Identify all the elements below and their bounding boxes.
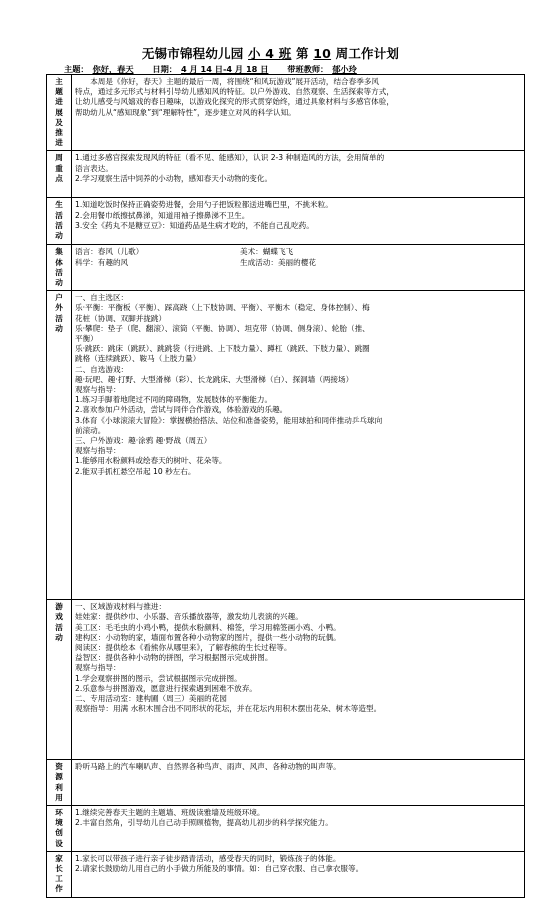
environment-setup-label-cell	[47, 806, 72, 852]
date-label: 日期：	[152, 64, 177, 74]
outdoor-activity-line: 1.练习手脚着地爬过不同的障碍物，发展肢体的平衡能力。	[75, 395, 273, 405]
daily-life-label-cell	[47, 198, 72, 245]
environment-setup-line: 2.丰富自然角，引导幼儿自己动手照顾植物，提高幼儿初步的科学探究能力。	[75, 818, 333, 828]
daily-life-line: 1.知道吃饭时保持正确姿势进餐，会用勺子把饭粒都送进嘴巴里，不挑米粒。	[75, 200, 333, 210]
parent-work-label: 家长工作	[55, 853, 63, 894]
game-activity-line: 2.乐意参与拼图游戏，愿意进行探索遇到困难不放弃。	[75, 683, 257, 693]
group-activity-content	[72, 245, 525, 291]
game-activity-line: 观察指导：用满 水积木围合出不同形状的花坛，并在花坛内用积木摆出花朵、树木等造型。	[75, 704, 382, 714]
outdoor-activity-line: 跳格（连续跳跃）、鞍马（上肢力量）	[75, 354, 201, 364]
outdoor-activity-line: 三、户外游戏：趣·涂鸦 趣·野战（周五）	[75, 436, 212, 446]
weekly-focus-label: 周重点	[55, 153, 63, 183]
outdoor-activity-line: 花桩（协调、双脚并拢跳）	[75, 313, 167, 323]
outdoor-activity-content	[72, 291, 525, 600]
topic-progress-content	[72, 75, 525, 151]
group-activity-item: 生成活动：美丽的樱花	[240, 257, 316, 267]
environment-setup-content	[72, 806, 525, 852]
topic-progress-label: 主题进展及推进	[55, 77, 63, 148]
page-title	[0, 44, 541, 62]
outdoor-activity-line: 乐·攀爬：垫子（爬、翻滚）、滚筒（平衡、协调）、坦克带（协调、侧身滚）、轮胎（推、	[75, 323, 370, 333]
topic-progress-line: 帮助幼儿从“感知现象”到“理解特性”，逐步建立对风的科学认知。	[75, 107, 296, 117]
row-outdoor-activity	[47, 291, 525, 600]
group-activity-item: 科学：有趣的风	[75, 257, 129, 267]
outdoor-activity-line: 1.能够用水粉颜料或绘春天的树叶、花朵等。	[75, 456, 227, 466]
parent-work-label-cell	[47, 851, 72, 897]
game-activity-line: 一、区域游戏材料与推进：	[75, 602, 167, 612]
row-resource-use	[47, 760, 525, 806]
week-number: 10	[313, 46, 332, 61]
teacher-value: 郁小玲	[332, 64, 357, 74]
resource-use-label: 资源利用	[55, 762, 63, 802]
group-activity-item: 语言：春风（儿歌）	[75, 247, 144, 257]
row-game-activity	[47, 600, 525, 760]
parent-work-line: 2.请家长鼓励幼儿用自己的小手做力所能及的事情。如：自己穿衣服、自己拿衣服等。	[75, 864, 364, 874]
row-parent-work	[47, 851, 525, 897]
outdoor-activity-line: 2.能双手抓杠悬空吊起 10 秒左右。	[75, 466, 196, 476]
outdoor-activity-line: 观察与指导：	[75, 385, 121, 395]
game-activity-line: 美工区：毛毛虫的小鸡小鸭，提供水粉颜料、棉签，学习用棉签画小鸡、小鸭。	[75, 622, 341, 632]
theme-value: 你好，春天	[92, 64, 134, 74]
theme-label: 主题：	[64, 64, 89, 74]
outdoor-activity-label: 户外活动	[55, 293, 63, 333]
game-activity-line: 阅读区：提供绘本《看熊你从哪里来》，了解春熊的生长过程等。	[75, 643, 292, 653]
class-name: 小 4 班	[248, 46, 292, 61]
game-activity-line: 1.学会观察拼图的图示，尝试根据图示完成拼图。	[75, 673, 242, 683]
game-activity-label-cell	[47, 600, 72, 760]
row-group-activity	[47, 245, 525, 291]
outdoor-activity-line: 前滚动。	[75, 425, 106, 435]
outdoor-activity-line: 二、自选游戏：	[75, 364, 129, 374]
daily-life-line: 2.会用餐巾纸擦拭鼻涕，知道用袖子擦鼻涕不卫生。	[75, 210, 250, 220]
game-activity-line: 益智区：提供各种小动物的拼图，学习根据图示完成拼图。	[75, 653, 273, 663]
outdoor-activity-label-cell	[47, 291, 72, 600]
topic-progress-line: 让幼儿感受与风嬉戏的春日趣味，以游戏化探究的形式贯穿始终，通过具象材料与多感官体验，	[75, 97, 394, 107]
weekly-focus-label-cell	[47, 151, 72, 198]
game-activity-line: 观察与指导：	[75, 663, 121, 673]
row-environment-setup	[47, 806, 525, 852]
row-topic-progress	[47, 75, 525, 151]
weekly-focus-line: 语言表达。	[75, 163, 113, 173]
school-name: 无锡市锦程幼儿园	[141, 46, 244, 61]
group-activity-label-cell	[47, 245, 72, 291]
weekly-focus-line: 1.通过多感官探索发现风的特征（看不见、能感知），认识 2-3 种制造风的方法，会用简单的	[75, 153, 385, 163]
parent-work-content	[72, 851, 525, 897]
weekly-focus-line: 2.学习观察生活中饲养的小动物，感知春天小动物的变化。	[75, 173, 273, 183]
topic-progress-line: 特点，通过多元形式与材料引导幼儿感知风的特征。以户外游戏、自然观察、生活探索等方式，	[75, 87, 394, 97]
week-suffix: 周工作计划	[335, 46, 400, 61]
resource-use-line: 聆听马路上的汽车喇叭声、自然界各种鸟声、雨声、风声、各种动物的叫声等。	[75, 762, 341, 772]
daily-life-label: 生活活动	[55, 200, 63, 241]
group-activity-item-row	[75, 258, 521, 268]
row-weekly-focus	[47, 151, 525, 198]
weekly-focus-content	[72, 151, 525, 198]
resource-use-content	[72, 760, 525, 806]
topic-progress-label-cell	[47, 75, 72, 151]
outdoor-activity-line: 观察与指导：	[75, 446, 121, 456]
group-activity-label: 集体活动	[55, 247, 63, 288]
game-activity-line: 建构区：小动物的家，墙面布置各种小动物家的图片，提供一些小动物的玩偶。	[75, 632, 341, 642]
outdoor-activity-line: 乐·平衡：平衡板（平衡）、踩高跷（上下肢协调、平衡）、平衡木（稳定、身体控制）、梅	[75, 303, 370, 313]
game-activity-line: 娃娃家：提供纱巾、小乐器、音乐播放器等，激发幼儿表演的兴趣。	[75, 612, 303, 622]
plan-table	[46, 74, 525, 898]
teacher-label: 带班教师：	[287, 64, 329, 74]
game-activity-content	[72, 600, 525, 760]
game-activity-line: 二、专用活动室：建构圃（周三）美丽的花园	[75, 694, 227, 704]
outdoor-activity-line: 乐·跳跃：跳床（跳跃）、跳跳袋（行进跳、上下肢力量）、蹲杠（跳跃、下肢力量）、跳圈	[75, 344, 370, 354]
environment-setup-line: 1.继续完善春天主题的主题墙、班级读雅墙及班级环境。	[75, 808, 265, 818]
outdoor-activity-line: 一、自主选区：	[75, 293, 129, 303]
outdoor-activity-line: 3.体育《小球滚滚大冒险》：掌握横抬搭法、站位和准备姿势，能用球拍和同伴推动乒乓球向	[75, 415, 383, 425]
topic-progress-line: 本周是《你好，春天》主题的最后一周，将围绕“和风玩游戏”展开活动，结合春季多风	[90, 77, 380, 86]
date-value: 4 月 14 日-4 月 18 日	[180, 64, 269, 74]
game-activity-label: 游戏活动	[55, 602, 63, 642]
group-activity-item-row	[75, 247, 521, 257]
resource-use-label-cell	[47, 760, 72, 806]
environment-setup-label: 环境创设	[55, 808, 63, 848]
parent-work-line: 1.家长可以带孩子进行亲子徒步踏青活动，感受春天的同时，锻炼孩子的体能。	[75, 853, 341, 863]
group-activity-item: 美术：蝴蝶飞飞	[240, 247, 294, 257]
outdoor-activity-line: 平衡）	[75, 334, 98, 344]
outdoor-activity-line: 趣·玩吧、趣·打野、大型滑梯（彩）、长龙跳床、大型滑梯（白）、探洞墙（两接场）	[75, 374, 354, 384]
outdoor-activity-line: 2.喜欢参加户外活动，尝试与同伴合作游戏，体验游戏的乐趣。	[75, 405, 288, 415]
week-prefix: 第	[296, 46, 309, 61]
row-daily-life	[47, 198, 525, 245]
daily-life-content	[72, 198, 525, 245]
daily-life-line: 3.安全《药丸不是糖豆豆》：知道药品是生病才吃的，不能自己乱吃药。	[75, 220, 314, 230]
